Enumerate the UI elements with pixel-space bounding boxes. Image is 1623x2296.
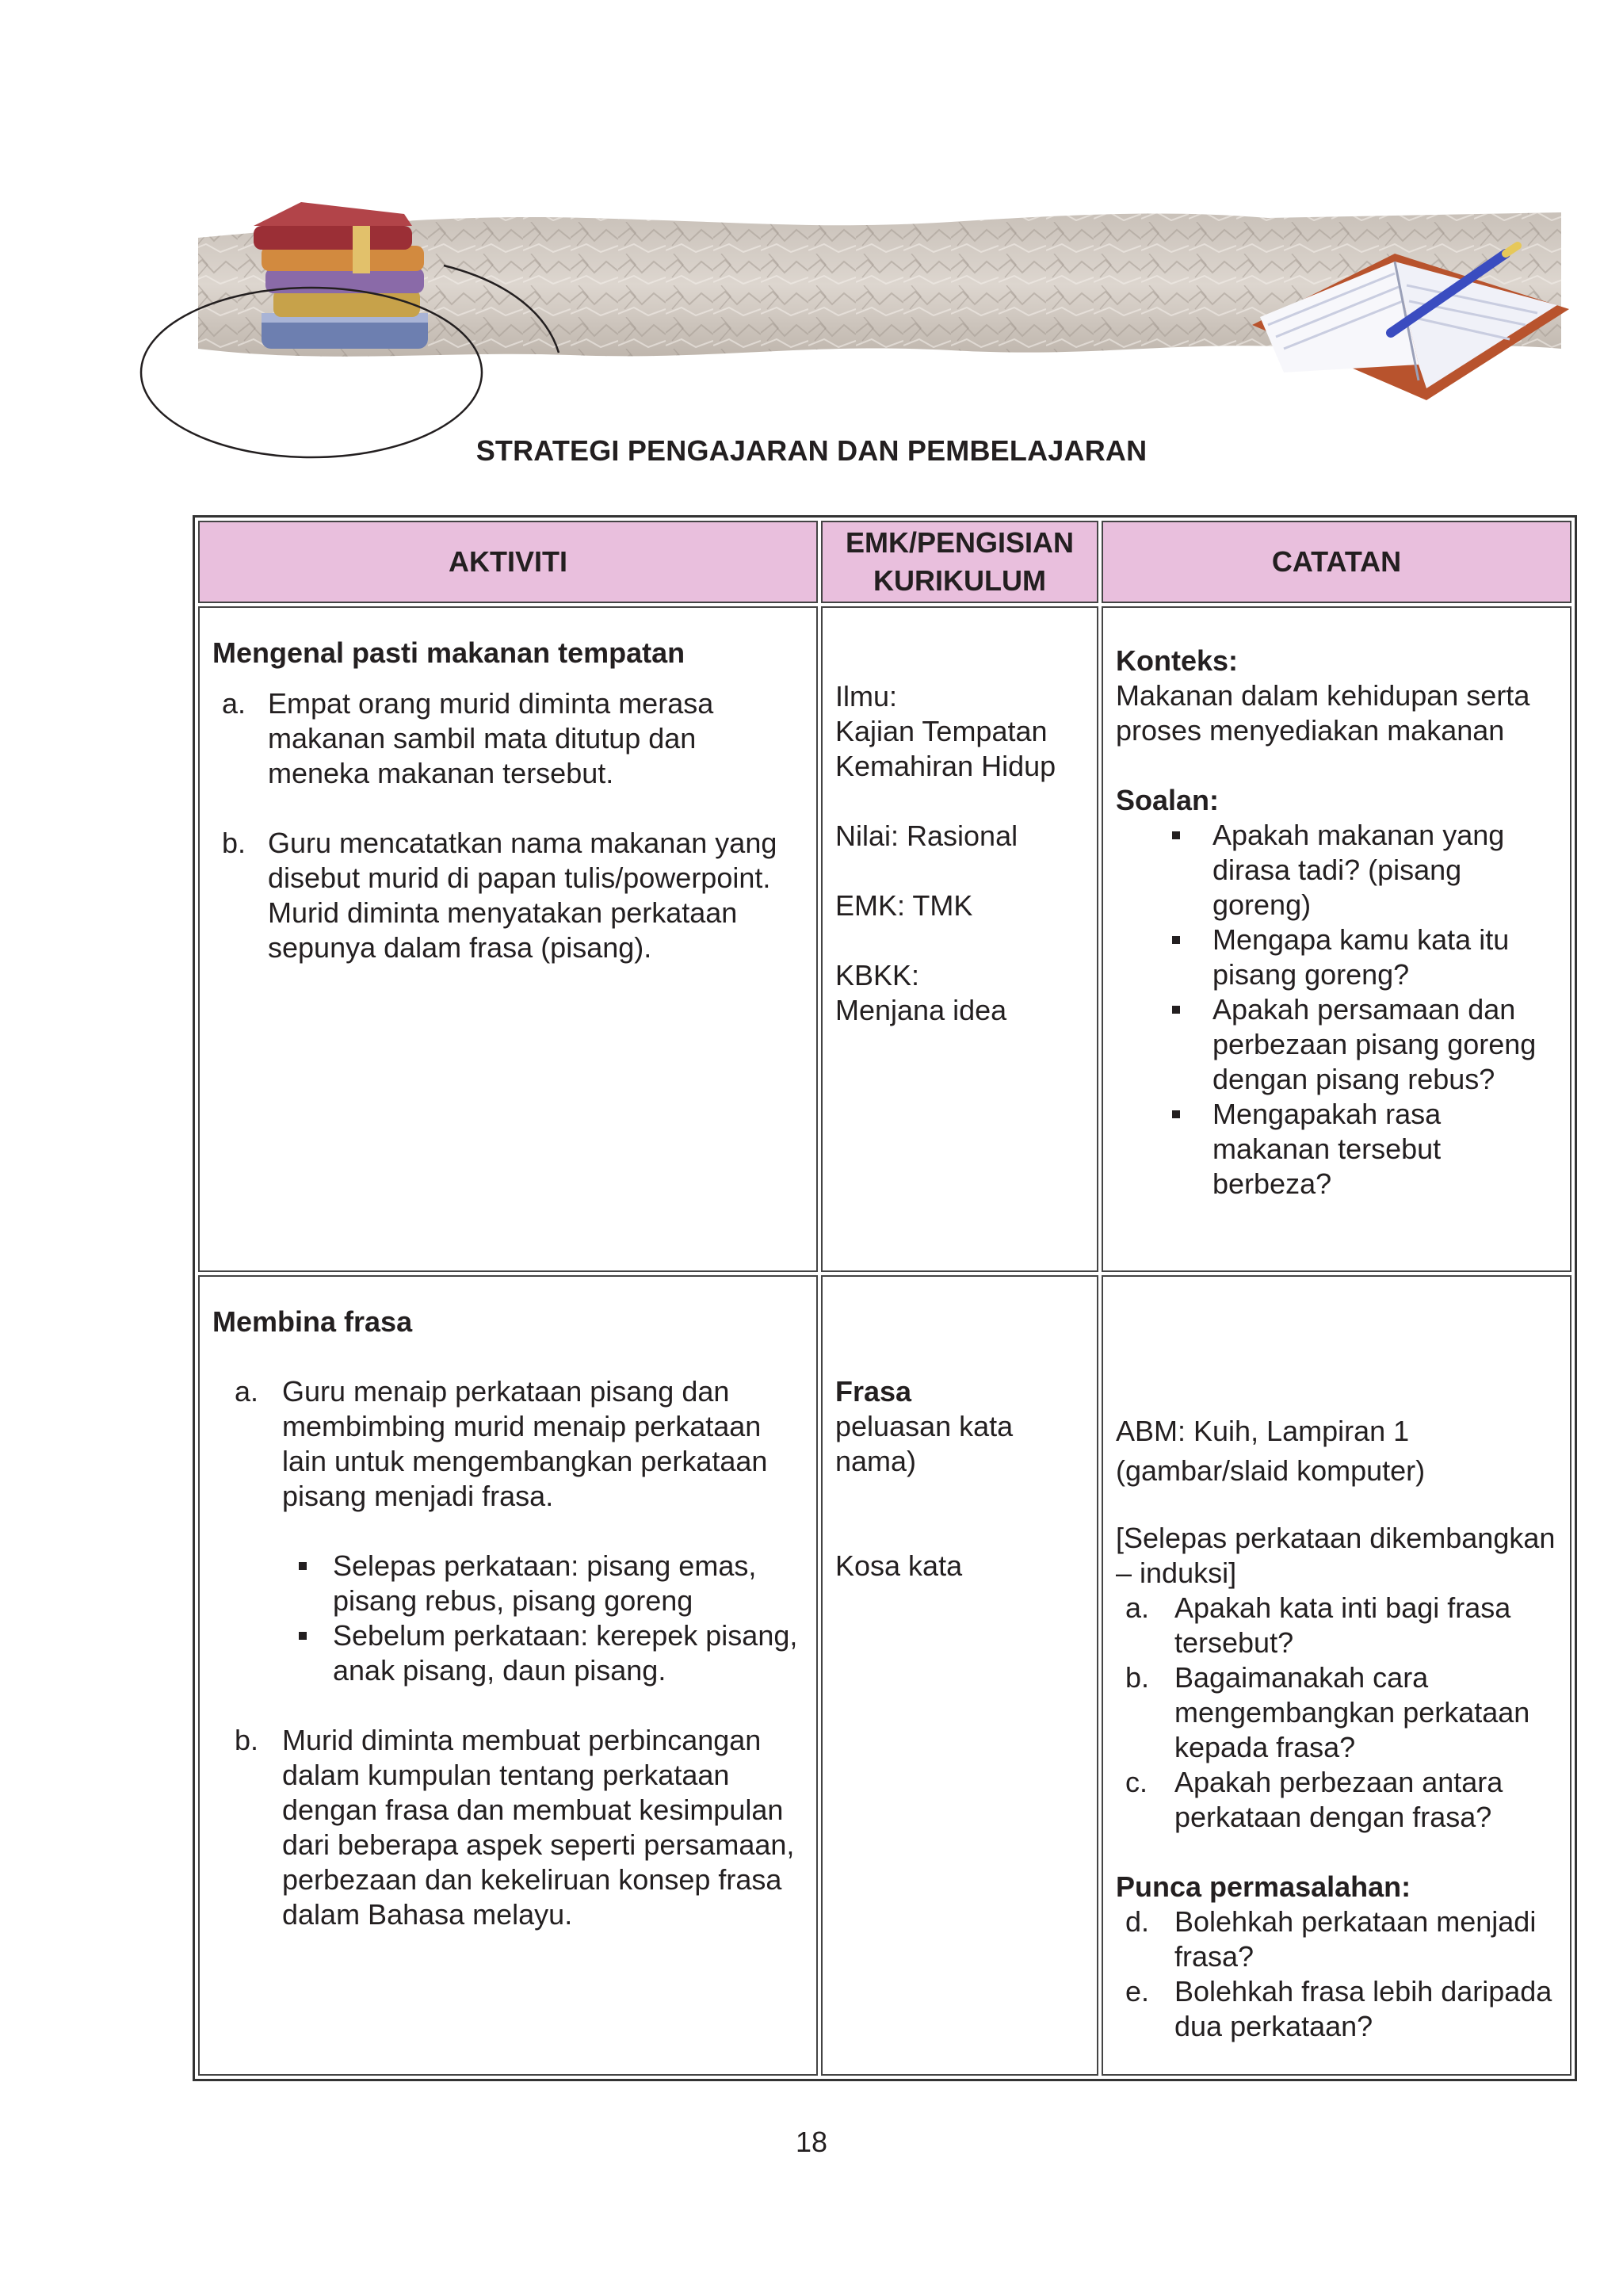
list-item: Apakah persamaan dan perbezaan pisang goreng dengan pisang rebus? bbox=[1116, 992, 1559, 1097]
list-item: a. Guru menaip perkataan pisang dan membimbing murid menaip perkataan lain untuk mengembangkan perkataan pisang menjadi frasa. bbox=[235, 1375, 768, 1512]
kbkk-label: KBKK: bbox=[835, 959, 920, 991]
table-header-row bbox=[198, 521, 1571, 603]
activity-steps bbox=[212, 686, 805, 965]
kosa-kata-text: Kosa kata bbox=[835, 1549, 963, 1582]
frasa-label: Frasa bbox=[835, 1375, 912, 1408]
table-row bbox=[198, 606, 1571, 1272]
column-header-catatan: CATATAN bbox=[1102, 521, 1571, 603]
bullet-square-icon bbox=[1172, 831, 1180, 839]
ilmu-item: Kajian Tempatan bbox=[835, 715, 1048, 747]
list-item: Sebelum perkataan: kerepek pisang, anak pisang, daun pisang. bbox=[212, 1618, 805, 1688]
table-row bbox=[198, 1275, 1571, 2076]
emk-cell bbox=[821, 606, 1098, 1272]
example-list bbox=[212, 1549, 805, 1688]
list-item: a. Empat orang murid diminta merasa makanan sambil mata ditutup dan meneka makanan tersebut. bbox=[222, 687, 714, 789]
punca-label: Punca permasalahan: bbox=[1116, 1870, 1411, 1903]
column-header-aktiviti: AKTIVITI bbox=[198, 521, 818, 603]
catatan-cell bbox=[1102, 606, 1571, 1272]
bullet-square-icon bbox=[299, 1562, 307, 1570]
header-banner bbox=[0, 0, 1623, 476]
list-item: b. Bagaimanakah cara mengembangkan perkataan kepada frasa? bbox=[1125, 1661, 1530, 1763]
list-item: b. Murid diminta membuat perbincangan dalam kumpulan tentang perkataan dengan frasa dan membuat kesimpulan dari beberapa aspek seperti persamaan, perbezaan dan kekeliruan konsep frasa dalam Bahasa melayu. bbox=[235, 1724, 795, 1931]
list-item: a. Apakah kata inti bagi frasa tersebut? bbox=[1125, 1591, 1511, 1659]
books-stack-icon bbox=[254, 202, 428, 349]
list-item: Mengapa kamu kata itu pisang goreng? bbox=[1116, 923, 1559, 992]
aktiviti-cell bbox=[198, 606, 818, 1272]
column-header-emk: EMK/PENGISIAN KURIKULUM bbox=[821, 521, 1098, 603]
abm-text: ABM: Kuih, Lampiran 1 (gambar/slaid komputer) bbox=[1116, 1415, 1426, 1487]
list-item: Mengapakah rasa makanan tersebut berbeza? bbox=[1116, 1097, 1559, 1201]
list-item: Apakah makanan yang dirasa tadi? (pisang goreng) bbox=[1116, 818, 1559, 923]
list-item: b. Guru mencatatkan nama makanan yang disebut murid di papan tulis/powerpoint. Murid diminta menyatakan perkataan sepunya dalam frasa (pisang). bbox=[222, 827, 777, 964]
list-item: Selepas perkataan: pisang emas, pisang rebus, pisang goreng bbox=[212, 1549, 805, 1618]
activity-steps bbox=[212, 1374, 805, 1514]
question-list bbox=[1116, 1591, 1559, 1835]
list-item: e. Bolehkah frasa lebih daripada dua perkataan? bbox=[1125, 1975, 1552, 2042]
page-title: STRATEGI PENGAJARAN DAN PEMBELAJARAN bbox=[475, 434, 1148, 467]
emk-cell bbox=[821, 1275, 1098, 2076]
bullet-square-icon bbox=[1172, 1110, 1180, 1118]
list-item: c. Apakah perbezaan antara perkataan dengan frasa? bbox=[1125, 1766, 1503, 1833]
konteks-text: Makanan dalam kehidupan serta proses menyediakan makanan bbox=[1116, 679, 1530, 747]
list-item: d. Bolehkah perkataan menjadi frasa? bbox=[1125, 1905, 1537, 1973]
punca-list bbox=[1116, 1904, 1559, 2044]
kbkk-value: Menjana idea bbox=[835, 994, 1007, 1026]
soalan-list bbox=[1116, 818, 1559, 1201]
aktiviti-cell bbox=[198, 1275, 818, 2076]
konteks-label: Konteks: bbox=[1116, 644, 1239, 677]
emk-text: EMK: TMK bbox=[835, 889, 973, 922]
page-number: 18 bbox=[795, 2126, 828, 2158]
bullet-square-icon bbox=[299, 1632, 307, 1640]
activity-heading: Mengenal pasti makanan tempatan bbox=[212, 636, 685, 669]
frasa-text: peluasan kata nama) bbox=[835, 1410, 1014, 1477]
bullet-square-icon bbox=[1172, 936, 1180, 944]
ilmu-label: Ilmu: bbox=[835, 680, 898, 712]
ilmu-item: Kemahiran Hidup bbox=[835, 750, 1056, 782]
strategy-table bbox=[193, 515, 1577, 2081]
bullet-square-icon bbox=[1172, 1006, 1180, 1014]
activity-steps bbox=[212, 1723, 805, 1932]
activity-heading: Membina frasa bbox=[212, 1305, 413, 1338]
selepas-note: [Selepas perkataan dikembangkan – induksi] bbox=[1116, 1522, 1556, 1589]
catatan-cell bbox=[1102, 1275, 1571, 2076]
soalan-label: Soalan: bbox=[1116, 784, 1220, 816]
nilai-text: Nilai: Rasional bbox=[835, 819, 1018, 852]
